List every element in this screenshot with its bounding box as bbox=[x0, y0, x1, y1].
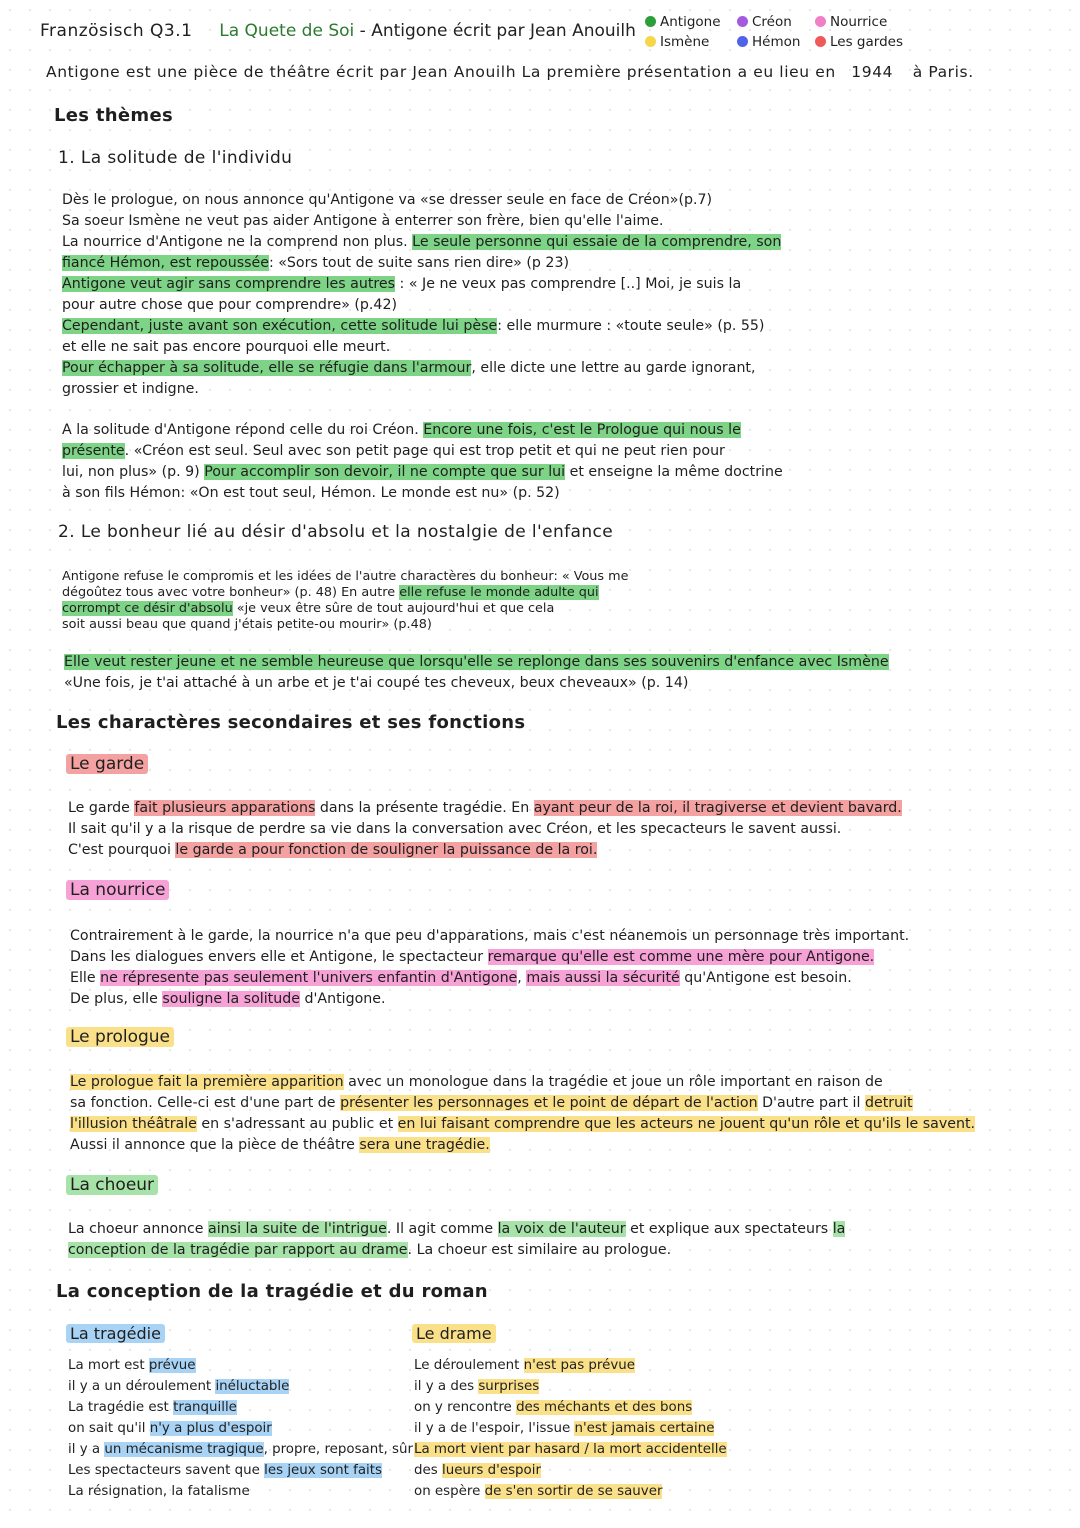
list-item: des lueurs d'espoir bbox=[414, 1463, 541, 1478]
theme1-paragraph1: Dès le prologue, on nous annonce qu'Antigone va «se dresser seule en face de Créon»(p.7) Sa soeur Ismène ne veut pas aider Antigone à enterrer son frère, bien qu'elle l'aime. La nourrice d'Antigone ne la comprend non plus. Le seule personne qui essaie de la comprendre, son fiancé Hémon, est repoussée: «Sors tout de suite sans rien dire» (p 23) Antigone veut agir sans comprendre les autres : « Je ne veux pas comprendre [..] Moi, je suis la pour autre chose que pour comprendre» (p.42) Cependant, juste avant son exécution, cette solitude lui pèse: elle murmure : «toute seule» (p. 55) et elle ne sait pas encore pourquoi elle meurt. Pour échapper à sa solitude, elle se réfugie dans l'armour, elle dicte une lettre au garde ignorant, grossier et indigne. bbox=[62, 192, 782, 397]
legend-dot bbox=[645, 16, 656, 27]
secondary-heading: Les charactères secondaires et ses fonctions bbox=[56, 712, 526, 733]
list-item: Le déroulement n'est pas prévue bbox=[414, 1358, 636, 1373]
drame-title: Le drame bbox=[412, 1324, 496, 1343]
theme2-heading: 2. Le bonheur lié au désir d'absolu et la nostalgie de l'enfance bbox=[58, 522, 614, 542]
prologue-title: Le prologue bbox=[66, 1027, 174, 1047]
title-part2: - Antigone écrit par Jean Anouilh bbox=[354, 21, 636, 41]
legend-dot bbox=[645, 36, 656, 47]
garde-title: Le garde bbox=[66, 754, 148, 774]
intro-year: 1944 bbox=[851, 63, 894, 81]
intro-place: à Paris. bbox=[912, 63, 974, 81]
garde-paragraph: Le garde fait plusieurs apparations dans la présente tragédie. En ayant peur de la roi, il tragiverse et devient bavard. Il sait qu'il y a la risque de perdre sa vie dans la conversation avec Créon, et les specacteurs le savent aussi. C'est pourquoi le garde a pour fonction de souligner la puissance de la roi. bbox=[68, 800, 902, 858]
conception-heading: La conception de la tragédie et du roman bbox=[56, 1281, 488, 1302]
legend-dot bbox=[815, 16, 826, 27]
list-item: La résignation, la fatalisme bbox=[68, 1484, 250, 1499]
legend-item: Hémon bbox=[737, 34, 800, 50]
list-item: il y a de l'espoir, l'issue n'est jamais certaine bbox=[414, 1421, 715, 1436]
list-item: on espère de s'en sortir de se sauver bbox=[414, 1484, 663, 1499]
nourrice-title: La nourrice bbox=[66, 880, 169, 900]
subject: Französisch Q3.1 bbox=[40, 21, 193, 41]
legend-item: Nourrice bbox=[815, 14, 887, 30]
theme1-heading: 1. La solitude de l'individu bbox=[58, 148, 293, 168]
legend-item: Antigone bbox=[645, 14, 721, 30]
list-item: on y rencontre des méchants et des bons bbox=[414, 1400, 693, 1415]
theme1-paragraph2: A la solitude d'Antigone répond celle du roi Créon. Encore une fois, c'est le Prologue qui nous le présente. «Créon est seul. Seul avec son petit page qui est trop petit et qui ne peut rien pour lui, non plus» (p. 9) Pour accomplir son devoir, il ne compte que sur lui et enseigne la même doctrine à son fils Hémon: «On est tout seul, Hémon. Le monde est nu» (p. 52) bbox=[62, 422, 783, 501]
intro: Antigone est une pièce de théâtre écrit par Jean Anouilh La première présentation a eu lieu en 1944 à Paris. bbox=[46, 63, 974, 81]
legend-dot bbox=[815, 36, 826, 47]
legend-item: Créon bbox=[737, 14, 792, 30]
legend-dot bbox=[737, 36, 748, 47]
themes-heading: Les thèmes bbox=[54, 105, 173, 126]
prologue-paragraph: Le prologue fait la première apparition avec un monologue dans la tragédie et joue un rôle important en raison de sa fonction. Celle-ci est d'une part de présenter les personnages et le point de départ de l'action D'autre part il detruit l'illusion théâtrale en s'adressant au public et en lui faisant comprendre que les acteurs ne jouent qu'un rôle et qu'ils le savent. Aussi il annonce que la pièce de théâtre sera une tragédie. bbox=[70, 1074, 976, 1153]
list-item: il y a un mécanisme tragique, propre, reposant, sûr bbox=[68, 1442, 413, 1457]
list-item: La mort vient par hasard / la mort accidentelle bbox=[414, 1442, 727, 1457]
tragedie-title: La tragédie bbox=[66, 1324, 165, 1343]
nourrice-paragraph: Contrairement à le garde, la nourrice n'a que peu d'apparations, mais c'est néanemois un personnage très important. Dans les dialogues envers elle et Antigone, le spectacteur remarque qu'elle est comme une mère pour Antigone. Elle ne répresente pas seulement l'univers enfantin d'Antigone, mais aussi la sécurité qu'Antigone est besoin. De plus, elle souligne la solitude d'Antigone. bbox=[70, 928, 910, 1007]
drame-list bbox=[414, 1355, 727, 1502]
list-item: La tragédie est tranquille bbox=[68, 1400, 237, 1415]
legend-item: Les gardes bbox=[815, 34, 903, 50]
legend-item: Ismène bbox=[645, 34, 709, 50]
list-item: Les spectacteurs savent que les jeux sont faits bbox=[68, 1463, 382, 1478]
theme2-paragraph2: Elle veut rester jeune et ne semble heureuse que lorsqu'elle se replonge dans ses souvenirs d'enfance avec Ismène «Une fois, je t'ai attaché à un arbe et je t'ai coupé tes cheveux, beux cheveaux» (p. 14) bbox=[64, 654, 889, 691]
header bbox=[40, 21, 636, 41]
list-item: il y a des surprises bbox=[414, 1379, 540, 1394]
list-item: il y a un déroulement inéluctable bbox=[68, 1379, 290, 1394]
list-item: on sait qu'il n'y a plus d'espoir bbox=[68, 1421, 272, 1436]
title-part1: La Quete de Soi bbox=[219, 21, 355, 41]
tragedie-list bbox=[68, 1355, 413, 1502]
legend bbox=[645, 14, 945, 56]
list-item: La mort est prévue bbox=[68, 1358, 196, 1373]
theme2-paragraph1: Antigone refuse le compromis et les idées de l'autre charactères du bonheur: « Vous me dégoûtez tous avec votre bonheur» (p. 48) En autre elle refuse le monde adulte qui corrompt ce désir d'absolu «je veux être sûre de tout aujourd'hui et que cela soit aussi beau que quand j'étais petite-ou mourir» (p.48) bbox=[62, 569, 629, 632]
choeur-paragraph: La choeur annonce ainsi la suite de l'intrigue. Il agit comme la voix de l'auteur et explique aux spectateurs la conception de la tragédie par rapport au drame. La choeur est similaire au prologue. bbox=[68, 1221, 846, 1258]
choeur-title: La choeur bbox=[66, 1175, 158, 1195]
legend-dot bbox=[737, 16, 748, 27]
